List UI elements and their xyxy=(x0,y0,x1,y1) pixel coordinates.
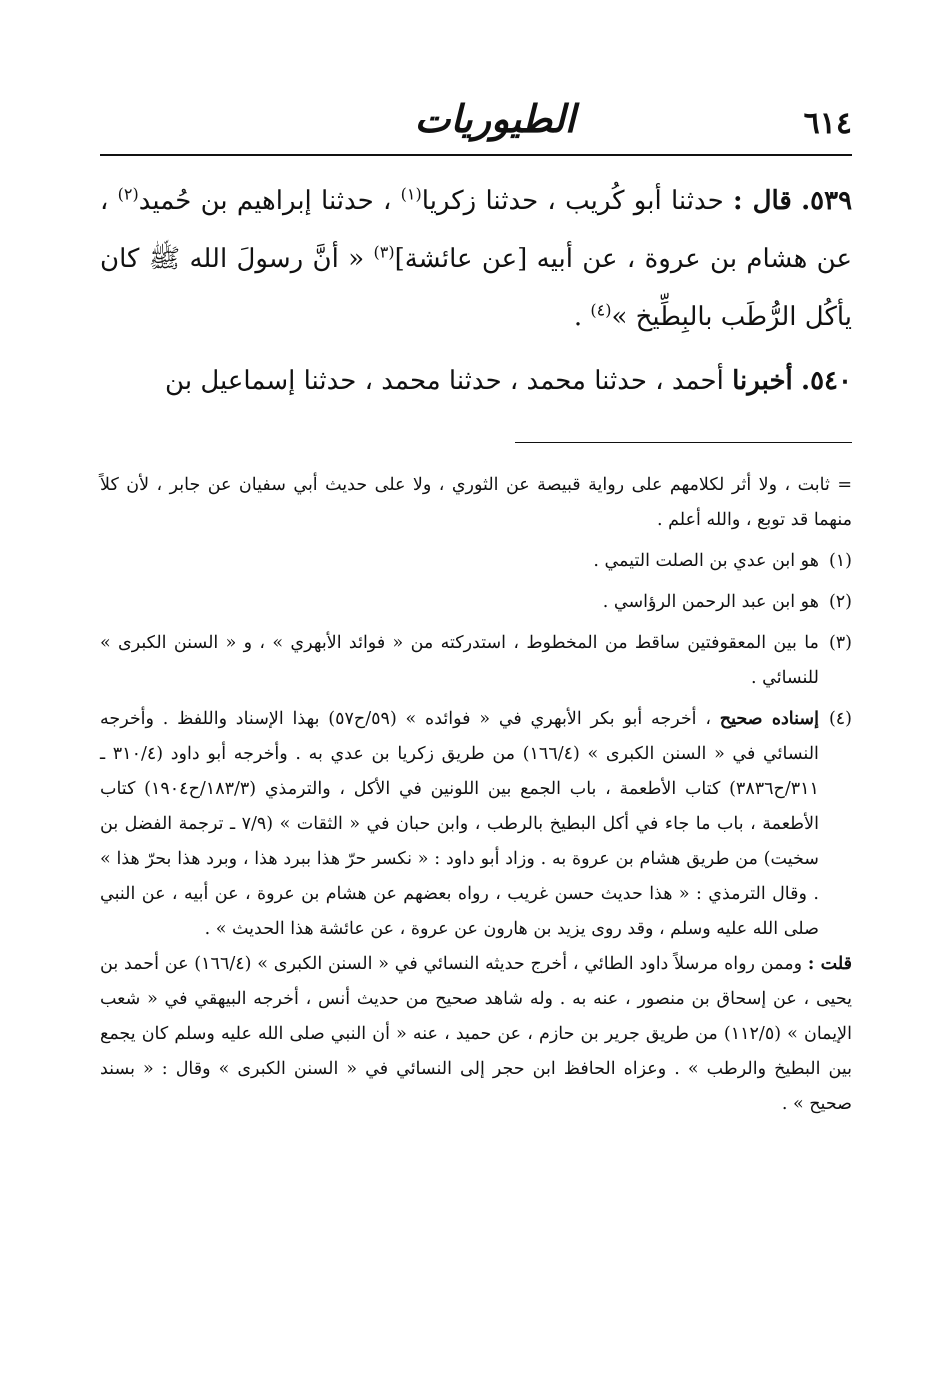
editor-comment-lead: قلت : xyxy=(807,954,852,974)
footnote-ref[interactable]: (٤) xyxy=(590,300,612,320)
footnote-3 xyxy=(100,626,852,696)
footnotes xyxy=(100,468,852,1122)
hadith-540 xyxy=(100,352,852,410)
page-number: ٦١٤ xyxy=(803,106,852,141)
hadith-matn: « أنَّ رسولَ الله ﷺ كان يأكُل الرُّطَب بالبِطِّيخ » xyxy=(100,244,852,332)
footnote-text: ما بين المعقوفتين ساقط من المخطوط ، استدركته من « فوائد الأبهري » ، و « السنن الكبرى » للنسائي . xyxy=(100,633,819,688)
footnote-mark: (٢) xyxy=(828,592,852,612)
page-header xyxy=(100,78,852,156)
editor-comment-text: وممن رواه مرسلاً داود الطائي ، أخرج حديثه النسائي في « السنن الكبرى » (١٦٦/٤) عن أحمد بن يحيى ، عن إسحاق بن منصور ، عنه به . وله شاهد صحيح من حديث أنس ، أخرجه البيهقي في « شعب الإيمان » (١١٢/٥) من طريق جرير بن حازم ، عن حميد ، عنه « أن النبي صلى الله عليه وسلم كان يجمع بين البطيخ والرطب » . وعزاه الحافظ ابن حجر إلى النسائي في « السنن الكبرى » وقال : « بسند صحيح » . xyxy=(100,954,852,1114)
running-title: الطيوريات xyxy=(414,96,576,141)
hadith-number: ٥٣٩. xyxy=(801,186,853,216)
footnote-ref[interactable]: (١) xyxy=(400,184,422,204)
hadith-text: ، حدثنا إبراهيم بن حُميد xyxy=(138,186,392,216)
footnote-separator xyxy=(515,442,852,443)
grading-label: إسناده صحيح xyxy=(719,709,819,729)
footnote-1 xyxy=(100,544,852,579)
hadith-539 xyxy=(100,172,852,346)
footnote-body: ، أخرجه أبو بكر الأبهري في « فوائده » (٥٩/ح٥٧) بهذا الإسناد واللفظ . وأخرجه النسائي في « السنن الكبرى » (١٦٦/٤) من طريق زكريا بن عدي به . وأخرجه أبو داود (٣١٠/٤ ـ ٣١١/ح٣٨٣٦) كتاب الأطعمة ، باب الجمع بين اللونين في الأكل ، والترمذي (١٨٣/٣/ح١٩٠٤) كتاب الأطعمة ، باب ما جاء في أكل البطيخ بالرطب ، وابن حبان في « الثقات » (٧/٩ ـ ترجمة الفضل بن سخيت) من طريق هشام بن عروة به . وزاد أبو داود : « نكسر حرّ هذا ببرد هذا ، وبرد هذا بحرّ هذا » . وقال الترمذي : « هذا حديث حسن غريب ، رواه بعضهم عن هشام بن عروة ، عن أبيه ، عن النبي صلى الله عليه وسلم ، وقد روى يزيد بن هارون عن عروة ، عن عائشة هذا الحديث » . xyxy=(100,709,819,939)
transmission-keyword: أخبرنا xyxy=(732,366,793,396)
hadith-number: ٥٤٠. xyxy=(801,366,852,396)
footnote-mark: (٤) xyxy=(828,709,852,729)
footnote-text: هو ابن عبد الرحمن الرؤاسي . xyxy=(602,592,819,612)
footnote-4 xyxy=(100,702,852,947)
transmission-keyword: قال : xyxy=(732,186,792,216)
footnote-text: هو ابن عدي بن الصلت التيمي . xyxy=(593,551,819,571)
footnote-text xyxy=(100,702,819,947)
footnote-2 xyxy=(100,585,852,620)
editor-comment xyxy=(100,947,852,1122)
hadith-text: حدثنا أبو كُريب ، حدثنا زكريا xyxy=(421,186,724,216)
hadith-text: أحمد ، حدثنا محمد ، حدثنا محمد ، حدثنا إسماعيل بن xyxy=(165,366,724,396)
footnote-ref[interactable]: (٣) xyxy=(373,242,395,262)
footnote-mark: (٣) xyxy=(828,633,852,653)
hadith-text: ، عن هشام بن عروة ، عن أبيه [عن عائشة] xyxy=(100,186,852,274)
main-text xyxy=(100,172,852,416)
footnote-mark: (١) xyxy=(828,551,852,571)
footnote-ref[interactable]: (٢) xyxy=(117,184,139,204)
header-rule xyxy=(100,154,852,156)
footnote-continuation: = ثابت ، ولا أثر لكلامهم على رواية قبيصة عن الثوري ، ولا على حديث أبي سفيان عن جابر ، لأن كلاً منهما قد توبع ، والله أعلم . xyxy=(100,475,852,530)
hadith-text: . xyxy=(573,302,583,332)
